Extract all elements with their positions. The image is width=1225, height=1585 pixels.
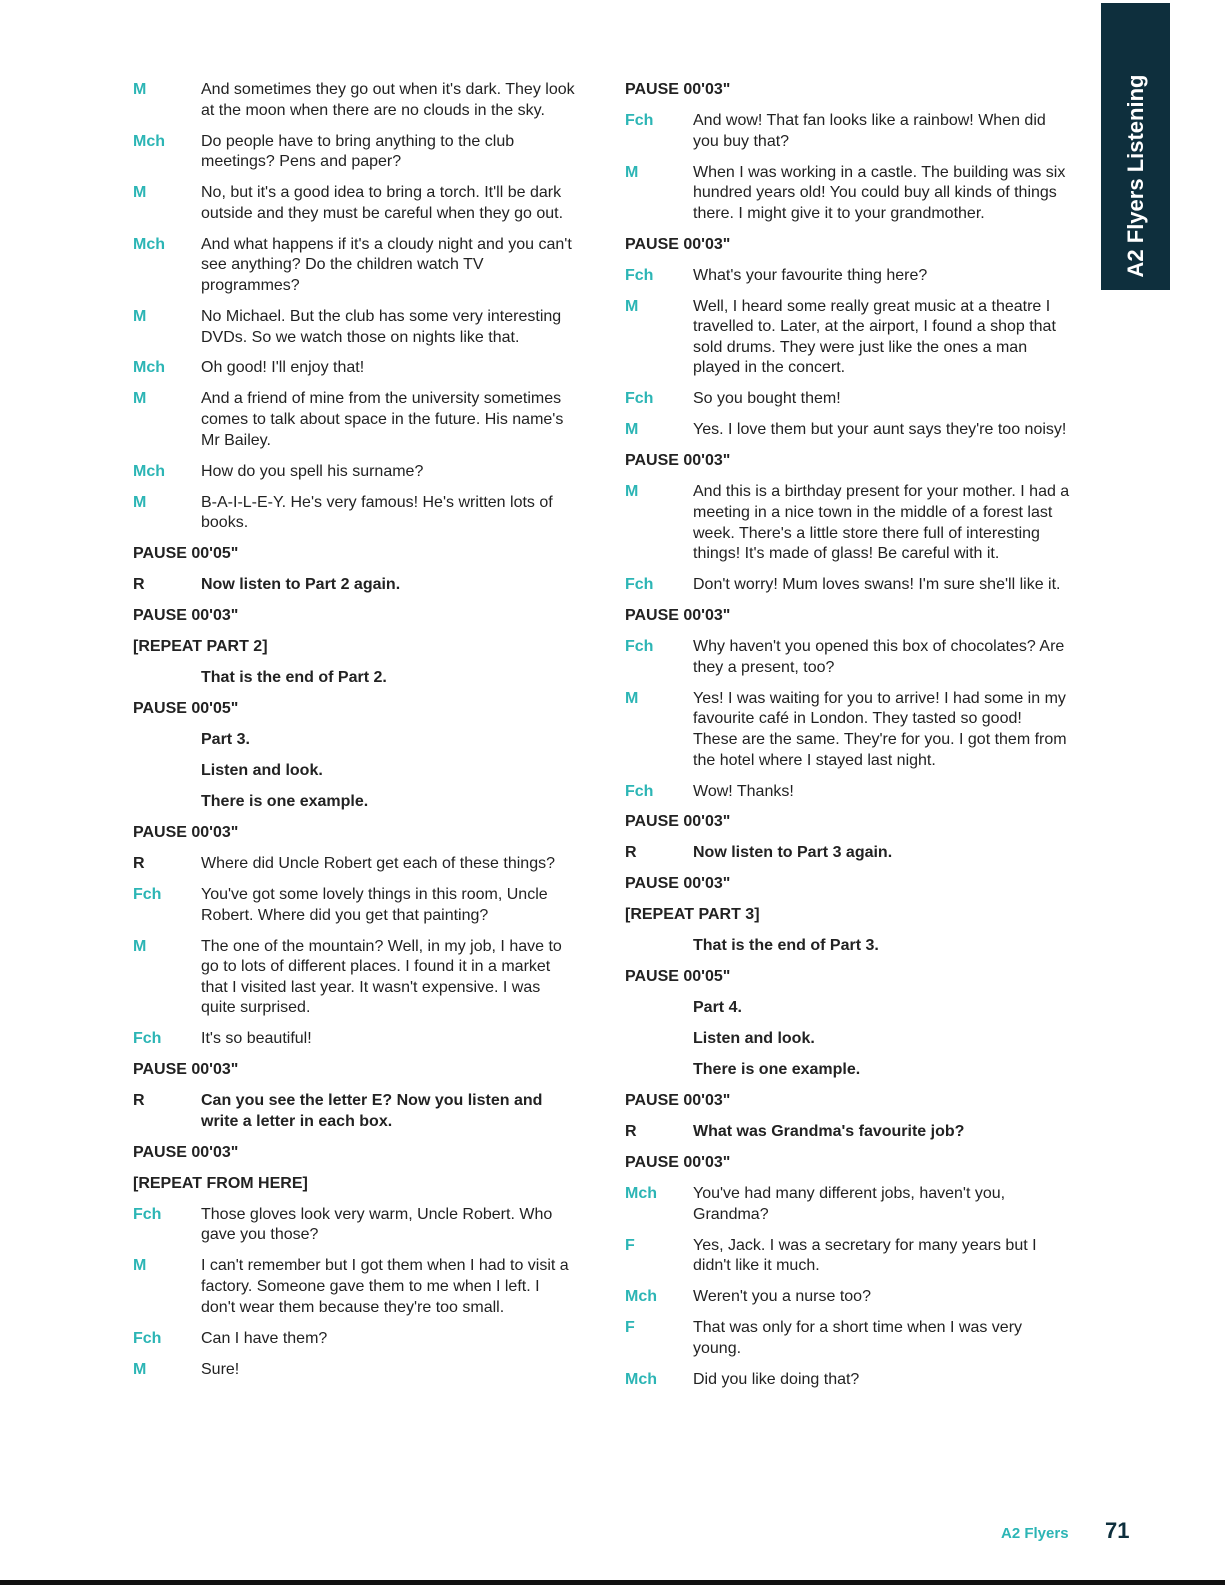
dialogue-line <box>625 1236 1070 1277</box>
speaker-label: M <box>133 81 147 98</box>
speaker-label: Mch <box>625 1371 657 1389</box>
stage-direction: PAUSE 00'03" <box>625 607 731 625</box>
dialogue-line <box>625 637 1070 678</box>
speaker-label: M <box>625 421 639 439</box>
dialogue-line <box>625 1287 1070 1308</box>
speaker-label: M <box>133 307 147 325</box>
dialogue-line <box>133 80 578 121</box>
stage-direction: PAUSE 00'05" <box>133 700 239 718</box>
speaker-label: Fch <box>625 266 654 284</box>
stage-direction: PAUSE 00'03" <box>133 607 239 625</box>
speaker-label: R <box>133 576 145 594</box>
dialogue-line <box>133 1329 578 1350</box>
dialogue-line <box>133 462 578 483</box>
stage-direction: PAUSE 00'03" <box>625 81 731 98</box>
speaker-label: Fch <box>625 638 654 656</box>
dialogue-text: Do people have to bring anything to the club meetings? Pens and paper? <box>201 132 515 171</box>
speaker-label: M <box>133 184 147 202</box>
dialogue-text: Wow! Thanks! <box>693 782 794 800</box>
dialogue-line <box>133 307 578 348</box>
rubric-line: That is the end of Part 2. <box>201 669 387 687</box>
stage-direction: PAUSE 00'03" <box>625 452 731 470</box>
speaker-label: Mch <box>133 359 165 377</box>
dialogue-line <box>625 1184 1070 1225</box>
dialogue-line <box>625 689 1070 771</box>
speaker-label: Fch <box>625 390 654 408</box>
dialogue-text: Sure! <box>201 1360 240 1378</box>
rubric-line: Part 4. <box>693 999 742 1017</box>
rubric-text: Now listen to Part 3 again. <box>693 844 893 862</box>
dialogue-text: And a friend of mine from the university sometimes comes to talk about space in the future. His name's Mr Bailey. <box>201 390 564 449</box>
rubric-line <box>133 575 578 596</box>
dialogue-line <box>625 782 1070 803</box>
dialogue-text: How do you spell his surname? <box>201 462 424 480</box>
speaker-label: M <box>625 163 639 181</box>
page-number: 71 <box>1105 1518 1130 1543</box>
stage-direction: PAUSE 00'03" <box>133 1061 239 1079</box>
dialogue-text: What's your favourite thing here? <box>693 266 928 284</box>
dialogue-line <box>625 111 1070 152</box>
speaker-label: Fch <box>133 1205 162 1223</box>
dialogue-line <box>133 937 578 1019</box>
speaker-label: Mch <box>133 132 165 150</box>
speaker-label: M <box>625 689 639 707</box>
dialogue-text: Where did Uncle Robert get each of these things? <box>201 855 555 873</box>
speaker-label: Mch <box>625 1288 657 1306</box>
dialogue-text: Why haven't you opened this box of chocolates? Are they a present, too? <box>693 638 1065 676</box>
right-column <box>625 80 1070 1401</box>
dialogue-text: The one of the mountain? Well, in my job, I have to go to lots of different places. I found it in a market that I visited last year. It wasn't expensive. I was quite surprised. <box>201 937 562 1017</box>
stage-direction: [REPEAT FROM HERE] <box>133 1174 308 1192</box>
rubric-line: There is one example. <box>693 1061 861 1079</box>
left-column <box>133 80 578 1391</box>
speaker-label: Fch <box>133 1329 162 1347</box>
speaker-label: R <box>133 855 145 873</box>
rubric-text: What was Grandma's favourite job? <box>693 1123 965 1141</box>
speaker-label: M <box>133 493 147 511</box>
rubric-line: That is the end of Part 3. <box>693 937 879 955</box>
dialogue-text: And what happens if it's a cloudy night and you can't see anything? Do the children watch TV programmes? <box>201 235 572 294</box>
stage-direction: PAUSE 00'05" <box>625 968 731 986</box>
speaker-label: M <box>133 1257 147 1275</box>
dialogue-text: So you bought them! <box>693 390 841 408</box>
speaker-label: Mch <box>133 235 165 253</box>
stage-direction: PAUSE 00'03" <box>133 824 239 842</box>
speaker-label: Fch <box>625 111 654 129</box>
stage-direction: PAUSE 00'03" <box>625 235 731 253</box>
dialogue-line <box>625 575 1070 596</box>
dialogue-text: It's so beautiful! <box>201 1030 312 1048</box>
dialogue-line <box>625 420 1070 441</box>
rubric-line: Listen and look. <box>693 1030 815 1048</box>
speaker-label: Fch <box>625 576 654 594</box>
speaker-label: Mch <box>625 1185 657 1203</box>
dialogue-text: When I was working in a castle. The building was six hundred years old! You could buy all kinds of things there. I might give it to your grandmother. <box>693 163 1066 222</box>
dialogue-line <box>625 266 1070 287</box>
rubric-line: Part 3. <box>201 731 250 749</box>
rubric-line <box>625 843 1070 864</box>
rubric-line: Listen and look. <box>201 762 323 780</box>
stage-direction: PAUSE 00'05" <box>133 545 239 563</box>
dialogue-text: I can't remember but I got them when I had to visit a factory. Someone gave them to me when I left. I don't wear them because they're too small. <box>201 1257 569 1316</box>
rubric-text: Can you see the letter E? Now you listen and write a letter in each box. <box>201 1092 543 1130</box>
speaker-label: M <box>133 390 147 408</box>
bottom-rule <box>0 1580 1225 1585</box>
dialogue-text: No Michael. But the club has some very interesting DVDs. So we watch those on nights like that. <box>201 307 562 346</box>
speaker-label: F <box>625 1319 635 1337</box>
speaker-label: F <box>625 1236 635 1254</box>
dialogue-line <box>625 297 1070 379</box>
dialogue-text: And sometimes they go out when it's dark. They look at the moon when there are no clouds in the sky. <box>201 81 575 119</box>
dialogue-text: No, but it's a good idea to bring a torch. It'll be dark outside and they must be careful when they go out. <box>201 184 564 222</box>
stage-direction: PAUSE 00'03" <box>133 1143 239 1161</box>
speaker-label: R <box>625 1123 637 1141</box>
stage-direction: PAUSE 00'03" <box>625 813 731 831</box>
dialogue-line <box>133 854 578 875</box>
dialogue-text: And this is a birthday present for your mother. I had a meeting in a nice town in the middle of a forest last week. There's a little store there full of interesting things! It's made of glass! Be careful with it. <box>693 483 1070 563</box>
stage-direction: PAUSE 00'03" <box>625 875 731 893</box>
speaker-label: Mch <box>133 462 165 480</box>
dialogue-line <box>133 389 578 451</box>
speaker-label: M <box>625 297 639 315</box>
dialogue-text: Yes, Jack. I was a secretary for many years but I didn't like it much. <box>693 1236 1037 1275</box>
dialogue-text: Those gloves look very warm, Uncle Robert. Who gave you those? <box>201 1205 553 1244</box>
dialogue-line <box>133 358 578 379</box>
dialogue-line <box>625 163 1070 225</box>
rubric-line <box>625 1122 1070 1143</box>
dialogue-line <box>133 1360 578 1381</box>
dialogue-line <box>625 1318 1070 1359</box>
dialogue-line <box>133 885 578 926</box>
dialogue-line <box>625 482 1070 564</box>
dialogue-text: Can I have them? <box>201 1329 328 1347</box>
rubric-line: There is one example. <box>201 793 369 811</box>
dialogue-line <box>133 183 578 224</box>
rubric-text: Now listen to Part 2 again. <box>201 576 401 594</box>
dialogue-text: Well, I heard some really great music at a theatre I travelled to. Later, at the airport, I found a shop that sold drums. They were just like the ones a man played in the concert. <box>693 297 1056 377</box>
speaker-label: Fch <box>133 1030 162 1048</box>
dialogue-line <box>133 235 578 297</box>
stage-direction: PAUSE 00'03" <box>625 1154 731 1172</box>
dialogue-text: B-A-I-L-E-Y. He's very famous! He's written lots of books. <box>201 493 553 532</box>
speaker-label: R <box>133 1092 145 1110</box>
dialogue-text: Weren't you a nurse too? <box>693 1288 871 1306</box>
dialogue-text: You've had many different jobs, haven't you, Grandma? <box>693 1185 1006 1223</box>
rubric-line <box>133 1091 578 1132</box>
side-tab-label: A2 Flyers Listening <box>1123 74 1148 278</box>
footer-label: A2 Flyers <box>1001 1525 1069 1542</box>
dialogue-line <box>625 1370 1070 1391</box>
dialogue-text: Yes. I love them but your aunt says they're too noisy! <box>693 421 1067 439</box>
stage-direction: [REPEAT PART 3] <box>625 906 760 924</box>
dialogue-text: Did you like doing that? <box>693 1371 860 1389</box>
dialogue-text: And wow! That fan looks like a rainbow! When did you buy that? <box>693 111 1046 150</box>
speaker-label: R <box>625 844 637 862</box>
dialogue-text: Oh good! I'll enjoy that! <box>201 359 365 377</box>
speaker-label: Fch <box>625 782 654 800</box>
dialogue-line <box>133 1029 578 1050</box>
speaker-label: M <box>625 483 639 501</box>
speaker-label: M <box>133 1360 147 1378</box>
dialogue-line <box>133 1256 578 1318</box>
dialogue-line <box>133 493 578 534</box>
stage-direction: [REPEAT PART 2] <box>133 638 268 656</box>
dialogue-text: Don't worry! Mum loves swans! I'm sure she'll like it. <box>693 576 1061 594</box>
speaker-label: M <box>133 937 147 955</box>
dialogue-line <box>625 389 1070 410</box>
dialogue-text: You've got some lovely things in this room, Uncle Robert. Where did you get that painting? <box>201 886 548 924</box>
dialogue-text: Yes! I was waiting for you to arrive! I had some in my favourite café in London. They tasted so good! These are the same. They're for you. I got them from the hotel where I stayed last night. <box>693 689 1067 769</box>
speaker-label: Fch <box>133 886 162 904</box>
stage-direction: PAUSE 00'03" <box>625 1092 731 1110</box>
dialogue-text: That was only for a short time when I was very young. <box>693 1319 1023 1358</box>
dialogue-line <box>133 1205 578 1246</box>
dialogue-line <box>133 132 578 173</box>
